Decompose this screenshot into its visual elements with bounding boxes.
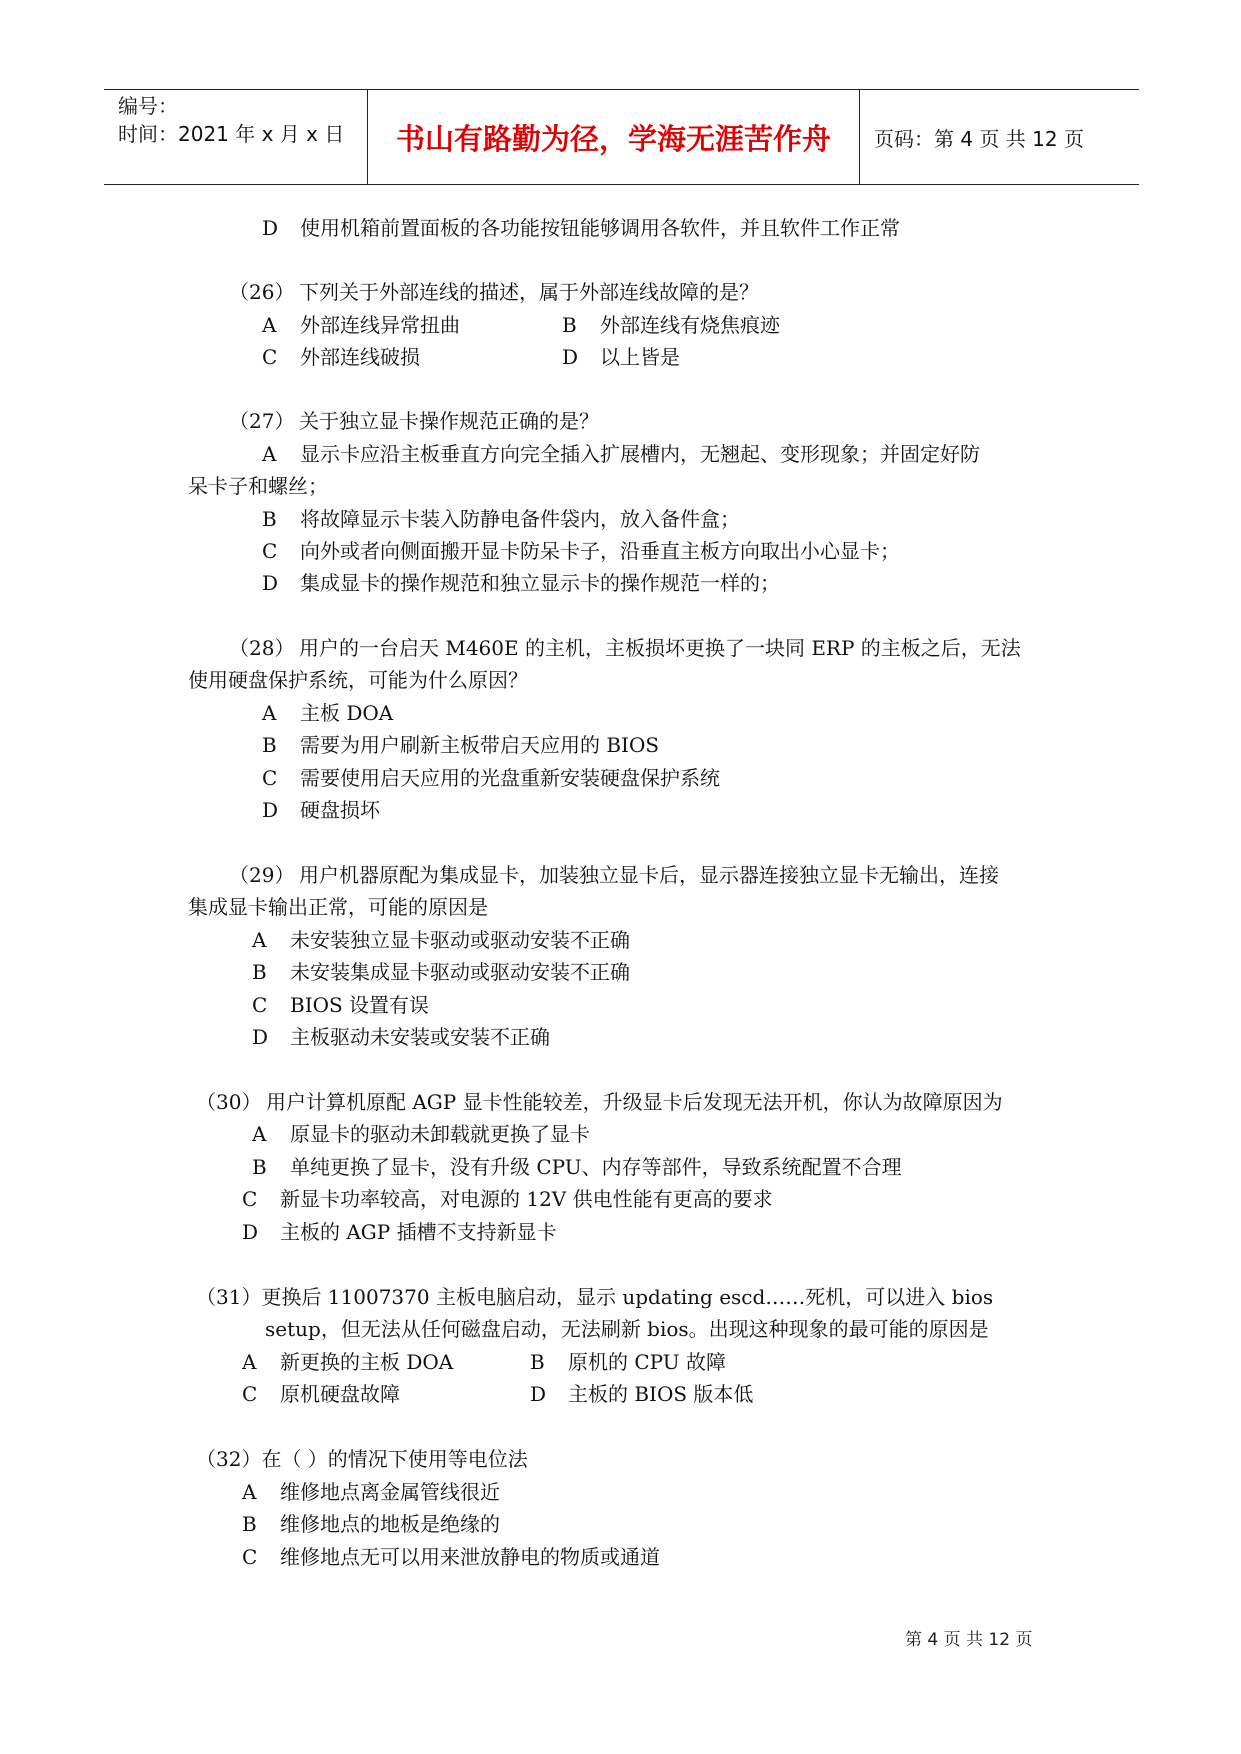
q32-option-a: A 维修地点离金属管线很近	[242, 1480, 500, 1504]
q32-stem: （32）在（ ）的情况下使用等电位法	[196, 1447, 528, 1471]
q26-option-a: A 外部连线异常扭曲	[262, 313, 460, 337]
q27-option-a-cont: 呆卡子和螺丝；	[188, 474, 328, 498]
q30-option-d: D 主板的 AGP 插槽不支持新显卡	[242, 1220, 557, 1244]
q30-stem: （30） 用户计算机原配 AGP 显卡性能较差，升级显卡后发现无法开机，你认为故障原因为	[196, 1090, 1003, 1114]
option-text: 使用机箱前置面板的各功能按钮能够调用各软件，并且软件工作正常	[300, 216, 900, 240]
q28-stem: （28） 用户的一台启天 M460E 的主机，主板损坏更换了一块同 ERP 的主板之后，无法	[229, 636, 1021, 660]
q29-stem-cont: 集成显卡输出正常，可能的原因是	[188, 895, 488, 919]
q27-stem: （27） 关于独立显卡操作规范正确的是？	[229, 409, 599, 433]
q29-stem: （29） 用户机器原配为集成显卡，加装独立显卡后，显示器连接独立显卡无输出，连接	[229, 863, 999, 887]
page-header	[104, 89, 1139, 185]
q30-option-c: C 新显卡功率较高，对电源的 12V 供电性能有更高的要求	[242, 1187, 773, 1211]
q26-option-c: C 外部连线破损	[262, 345, 420, 369]
page-label: 页码：第 4 页 共 12 页	[874, 126, 1084, 151]
number-label: 编号：	[118, 94, 178, 118]
q27-option-b: B 将故障显示卡装入防静电备件袋内，放入备件盒；	[262, 507, 740, 531]
header-meta	[118, 92, 344, 148]
time-label: 时间：2021 年 x 月 x 日	[118, 122, 345, 146]
q27-option-d: D 集成显卡的操作规范和独立显示卡的操作规范一样的；	[262, 571, 780, 595]
q32-option-b: B 维修地点的地板是绝缘的	[242, 1512, 500, 1536]
q27-option-a: A 显示卡应沿主板垂直方向完全插入扩展槽内，无翘起、变形现象；并固定好防	[262, 442, 980, 466]
q30-option-a: A 原显卡的驱动未卸载就更换了显卡	[252, 1122, 590, 1146]
q29-option-a: A 未安装独立显卡驱动或驱动安装不正确	[252, 928, 630, 952]
option-letter: D	[262, 216, 279, 240]
q27-option-c: C 向外或者向侧面搬开显卡防呆卡子，沿垂直主板方向取出小心显卡；	[262, 539, 900, 563]
q31-stem: （31）更换后 11007370 主板电脑启动，显示 updating escd……死机，可以进入 bios	[196, 1285, 994, 1309]
q26-option-b: B 外部连线有烧焦痕迹	[562, 313, 780, 337]
q26-stem: （26） 下列关于外部连线的描述，属于外部连线故障的是？	[229, 280, 759, 304]
q28-option-a: A 主板 DOA	[262, 701, 394, 725]
q28-stem-cont: 使用硬盘保护系统，可能为什么原因？	[188, 668, 528, 692]
motto: 书山有路勤为径，学海无涯苦作舟	[395, 121, 831, 156]
q31-stem-cont: setup，但无法从任何磁盘启动，无法刷新 bios。出现这种现象的最可能的原因是	[265, 1317, 989, 1341]
q28-option-d: D 硬盘损坏	[262, 798, 380, 822]
page-footer: 第 4 页 共 12 页	[905, 1630, 1033, 1650]
q31-option-d: D 主板的 BIOS 版本低	[530, 1382, 754, 1406]
q31-option-a: A 新更换的主板 DOA	[242, 1350, 454, 1374]
q31-option-c: C 原机硬盘故障	[242, 1382, 400, 1406]
q29-option-b: B 未安装集成显卡驱动或驱动安装不正确	[252, 960, 630, 984]
q29-option-d: D 主板驱动未安装或安装不正确	[252, 1025, 550, 1049]
q30-option-b: B 单纯更换了显卡，没有升级 CPU、内存等部件，导致系统配置不合理	[252, 1155, 902, 1179]
q28-option-c: C 需要使用启天应用的光盘重新安装硬盘保护系统	[262, 766, 720, 790]
q32-option-c: C 维修地点无可以用来泄放静电的物质或通道	[242, 1545, 660, 1569]
q31-option-b: B 原机的 CPU 故障	[530, 1350, 726, 1374]
q25-option-d	[262, 214, 900, 242]
q26-option-d: D 以上皆是	[562, 345, 680, 369]
q28-option-b: B 需要为用户刷新主板带启天应用的 BIOS	[262, 733, 660, 757]
q29-option-c: C BIOS 设置有误	[252, 993, 430, 1017]
